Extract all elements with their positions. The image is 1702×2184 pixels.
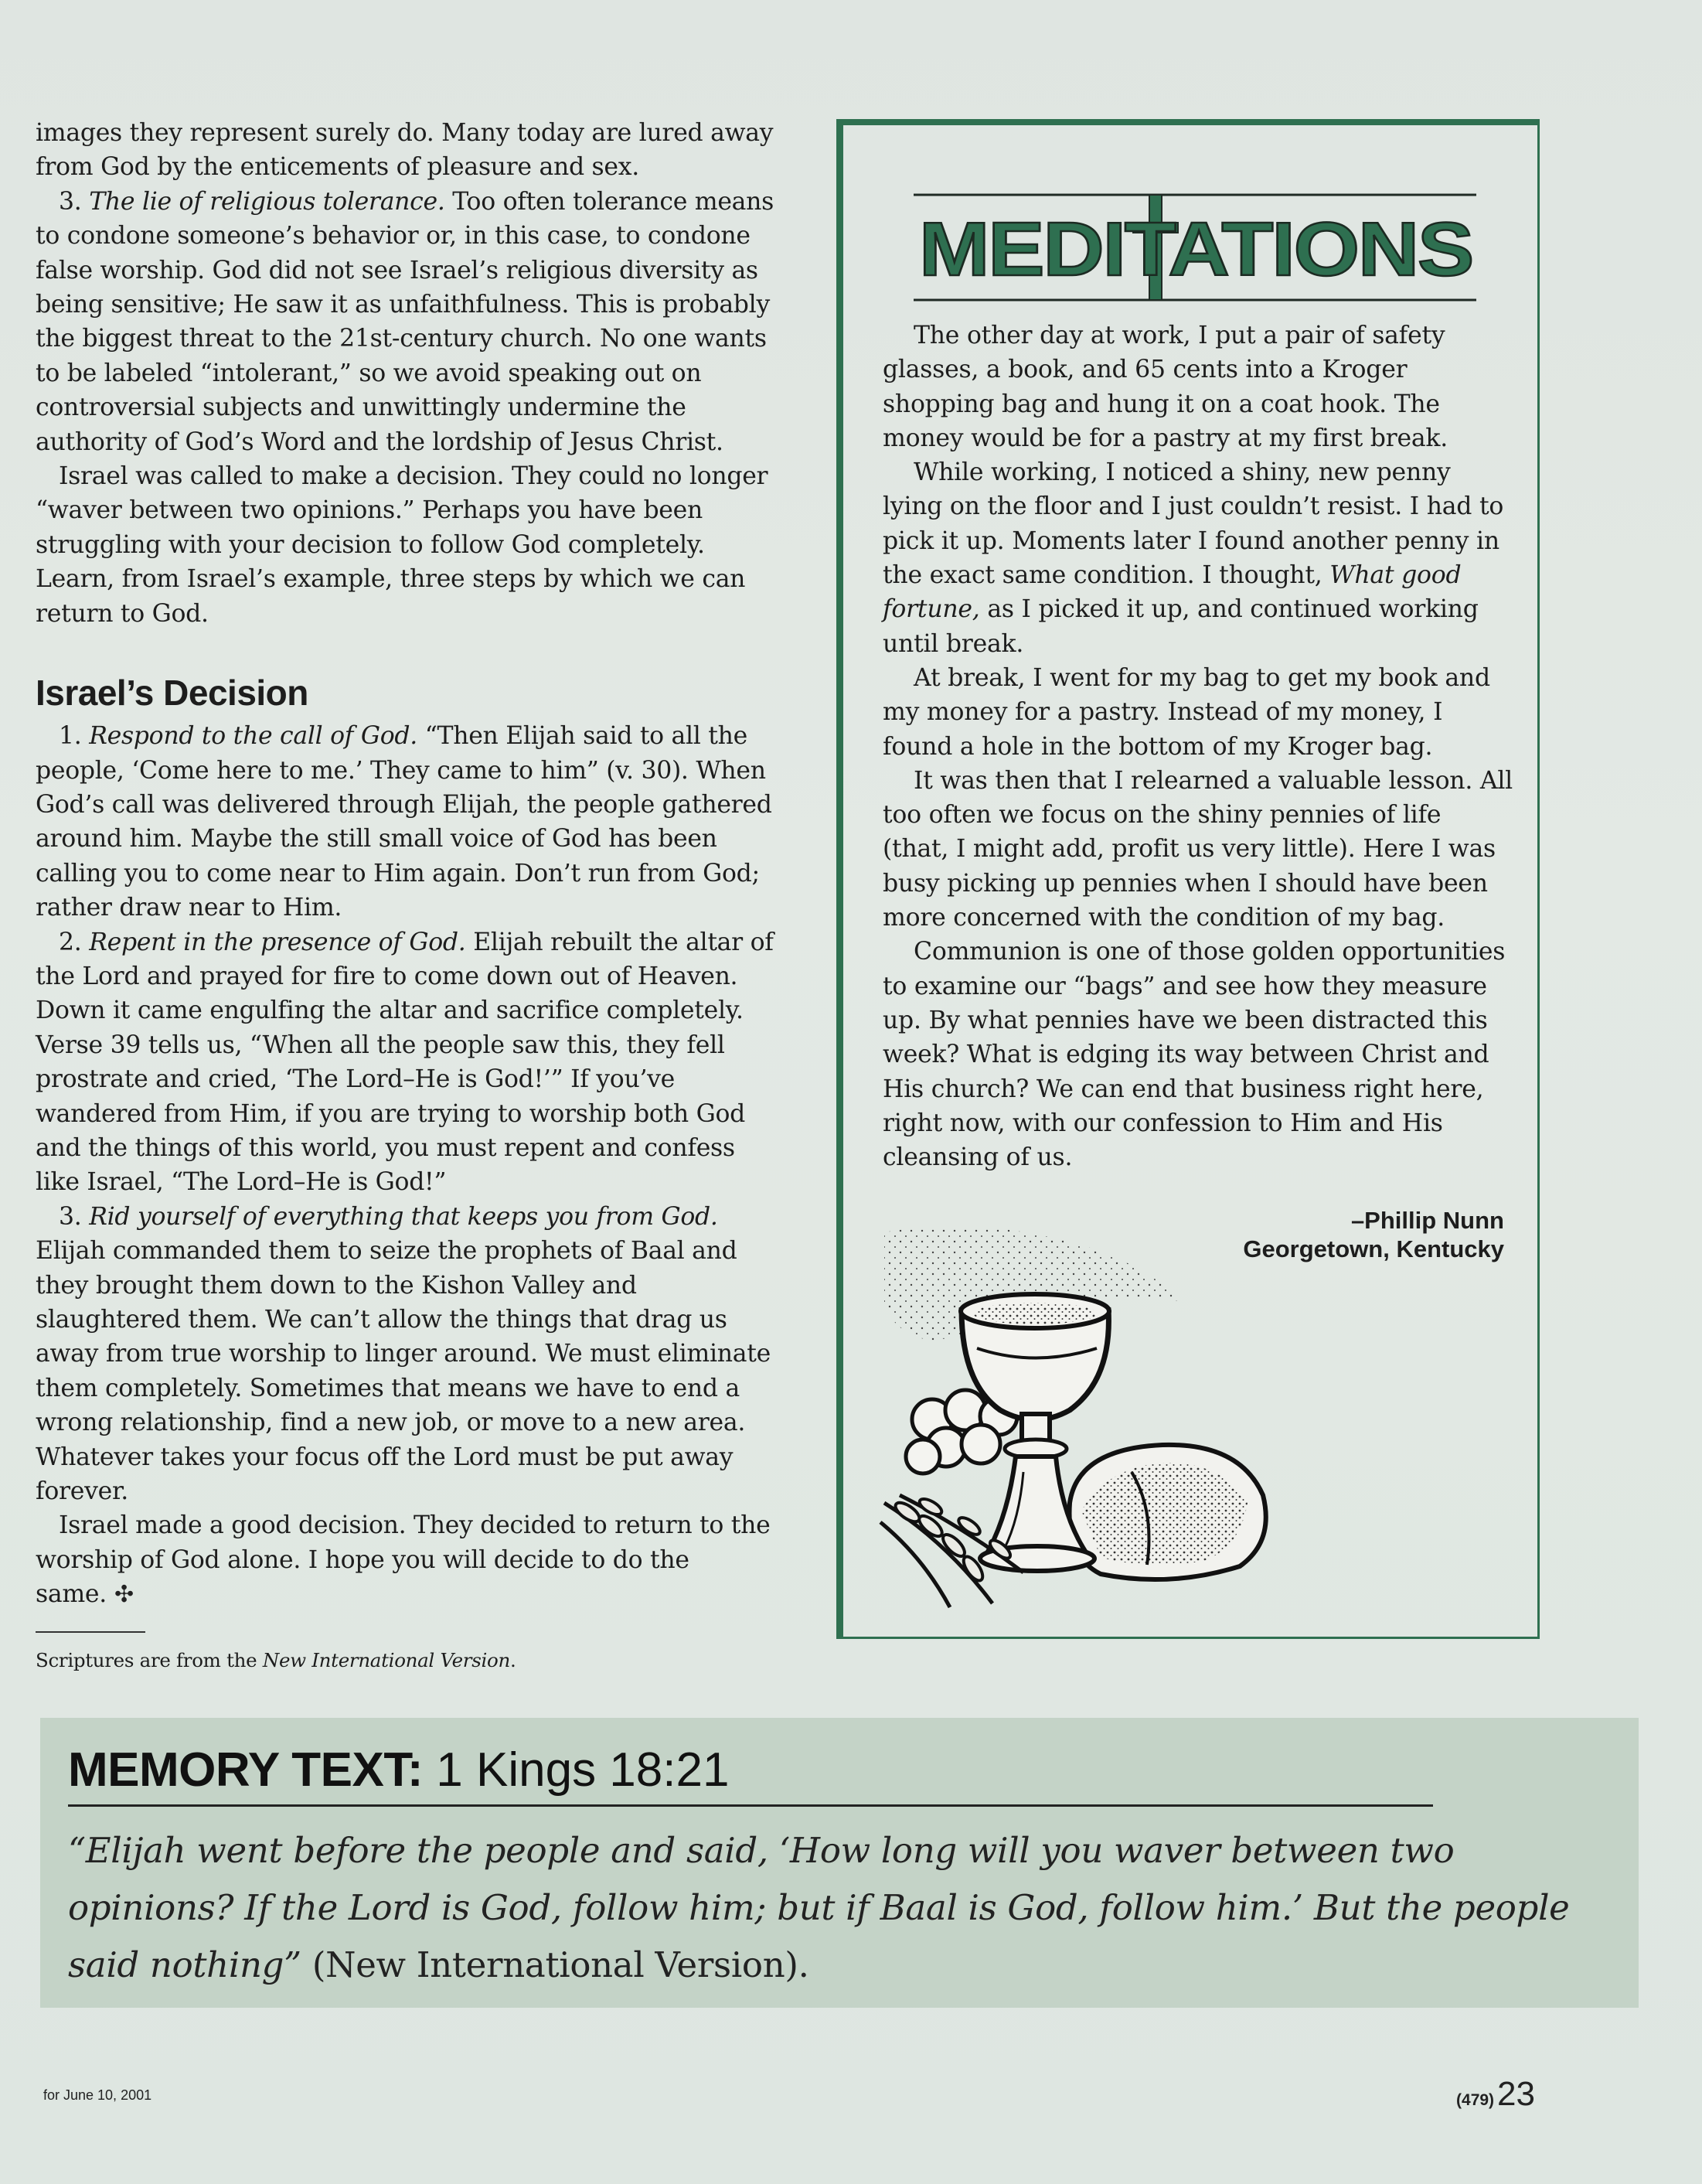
memory-text-panel [40,1718,1639,2008]
step-1-title: Respond to the call of God. [89,722,417,751]
footnote [36,1648,785,1673]
med-thought-rest: as I picked it up, and continued working until break. [883,595,1479,658]
med-paragraph-2 [883,455,1513,661]
page-code: (479) [1456,2091,1495,2109]
point-3-title: The lie of religious tolerance. [89,187,445,216]
step-2-paragraph [36,925,785,1200]
footnote-prefix: Scriptures are from the [36,1648,263,1671]
meditations-title-text: MEDITATIONS [919,206,1472,291]
med-paragraph-5: Communion is one of those golden opportunities to examine our “bags” and see how they measure up. By what pennies have we been distracted this week? What is edging its way between Christ and His church? We can end that business right here, right now, with our confession to Him and His cleansing of us. [883,938,1506,1172]
memory-text-reference: 1 Kings 18:21 [436,1743,730,1797]
footnote-suffix: . [509,1648,516,1671]
med-paragraph-3: At break, I went for my bag to get my book and my money for a pastry. Instead of my money, I found a hole in the bottom of my Kroger bag. [883,663,1490,761]
author-location: Georgetown, Kentucky [1243,1235,1504,1262]
footnote-rule [36,1631,145,1633]
footer-date: for June 10, 2001 [43,2087,152,2103]
point-3-number: 3. [59,187,82,216]
footer-page [1456,2075,1535,2114]
meditations-title-graphic [914,189,1478,306]
point-3-paragraph [36,185,785,459]
wheat-heads [893,1496,1013,1583]
intro-paragraph: images they represent surely do. Many today are lured away from God by the enticements of pleasure and sex. [36,119,774,182]
meditations-title [914,189,1478,306]
step-2-number: 2. [59,928,82,956]
decision-paragraph: Israel was called to make a decision. They could no longer “waver between two opinions.” Perhaps you have been struggling with your decision to follow God completely. Learn, from Israel’s example, three steps by which we can return to God. [36,462,768,628]
article-left-column [36,116,785,1673]
communion-illustration-icon [877,1217,1309,1619]
step-1-paragraph [36,719,785,925]
med-paragraph-2-text: While working, I noticed a shiny, new penny lying on the floor and I just couldn’t resist. I had to pick it up. Moments later I found another penny in the exact same condition. I thought, [883,458,1504,590]
section-heading: Israel’s Decision [36,673,308,714]
author-name: –Phillip Nunn [1350,1207,1504,1234]
memory-text-heading [68,1741,1433,1807]
step-2-text: Elijah rebuilt the altar of the Lord and prayed for fire to come down out of Heaven. Down it came engulfing the altar and sacrifice completely. Verse 39 tells us, “When all the people saw this, they fell prostrate and cried, ‘The Lord–He is God!’” If you’ve wandered from Him, if you are trying to worship both God and the things of this world, you must repent and confess like Israel, “The Lord–He is God!” [36,928,774,1197]
meditations-body [883,319,1513,1174]
memory-text-label: MEMORY TEXT: [68,1743,424,1797]
med-thought: What good fortune, [883,561,1462,624]
footnote-version: New International Version [262,1648,510,1671]
step-1-text: “Then Elijah said to all the people, ‘Come here to me.’ They came to him” (v. 30). When God’s call was delivered through Elijah, the people gathered around him. Maybe the still small voice of God has been calling you to come near to Him again. Don’t run from God; rather draw near to Him. [36,722,772,922]
memory-verse-quote: “Elijah went before the people and said, ‘How long will you waver between two opinions? If the Lord is God, follow him; but if Baal is God, follow him.’ But the people said nothing” [68,1830,1570,1985]
point-3-text: Too often tolerance means to condone someone’s behavior or, in this case, to condone false worship. God did not see Israel’s religious diversity as being sensitive; He saw it as unfaithfulness. This is probably the biggest threat to the 21st-century church. No one wants to be labeled “intolerant,” so we avoid speaking out on controversial subjects and unwittingly undermine the authority of God’s Word and the lordship of Jesus Christ. [36,187,774,456]
memory-verse-version: (New International Version). [311,1944,809,1985]
step-3-number: 3. [59,1202,82,1231]
step-1-number: 1. [59,722,82,751]
closing-text: Israel made a good decision. They decided to return to the worship of God alone. I hope you will decide to do the same. [36,1511,771,1609]
step-3-paragraph [36,1200,785,1509]
memory-verse [68,1822,1583,1994]
step-3-title: Rid yourself of everything that keeps you from God. [89,1202,718,1231]
end-mark-icon: ✣ [114,1581,134,1609]
closing-paragraph [36,1508,785,1612]
page-number: 23 [1497,2075,1535,2113]
med-paragraph-4: It was then that I relearned a valuable lesson. All too often we focus on the shiny pennies of life (that, I might add, profit us very little). Here I was busy picking up pennies when I should have been more concerned with the condition of my bag. [883,766,1513,932]
med-paragraph-1: The other day at work, I put a pair of safety glasses, a book, and 65 cents into a Kroger shopping bag and hung it on a coat hook. The money would be for a pastry at my first break. [883,322,1448,452]
communion-illustration-svg [877,1217,1309,1619]
step-3-text: Elijah commanded them to seize the prophets of Baal and they brought them down to the Kishon Valley and slaughtered them. We can’t allow the things that drag us away from true worship to linger around. We must eliminate them completely. Sometimes that means we have to end a wrong relationship, find a new job, or move to a new area. Whatever takes your focus off the Lord must be put away forever. [36,1237,771,1506]
step-2-title: Repent in the presence of God. [89,928,466,956]
